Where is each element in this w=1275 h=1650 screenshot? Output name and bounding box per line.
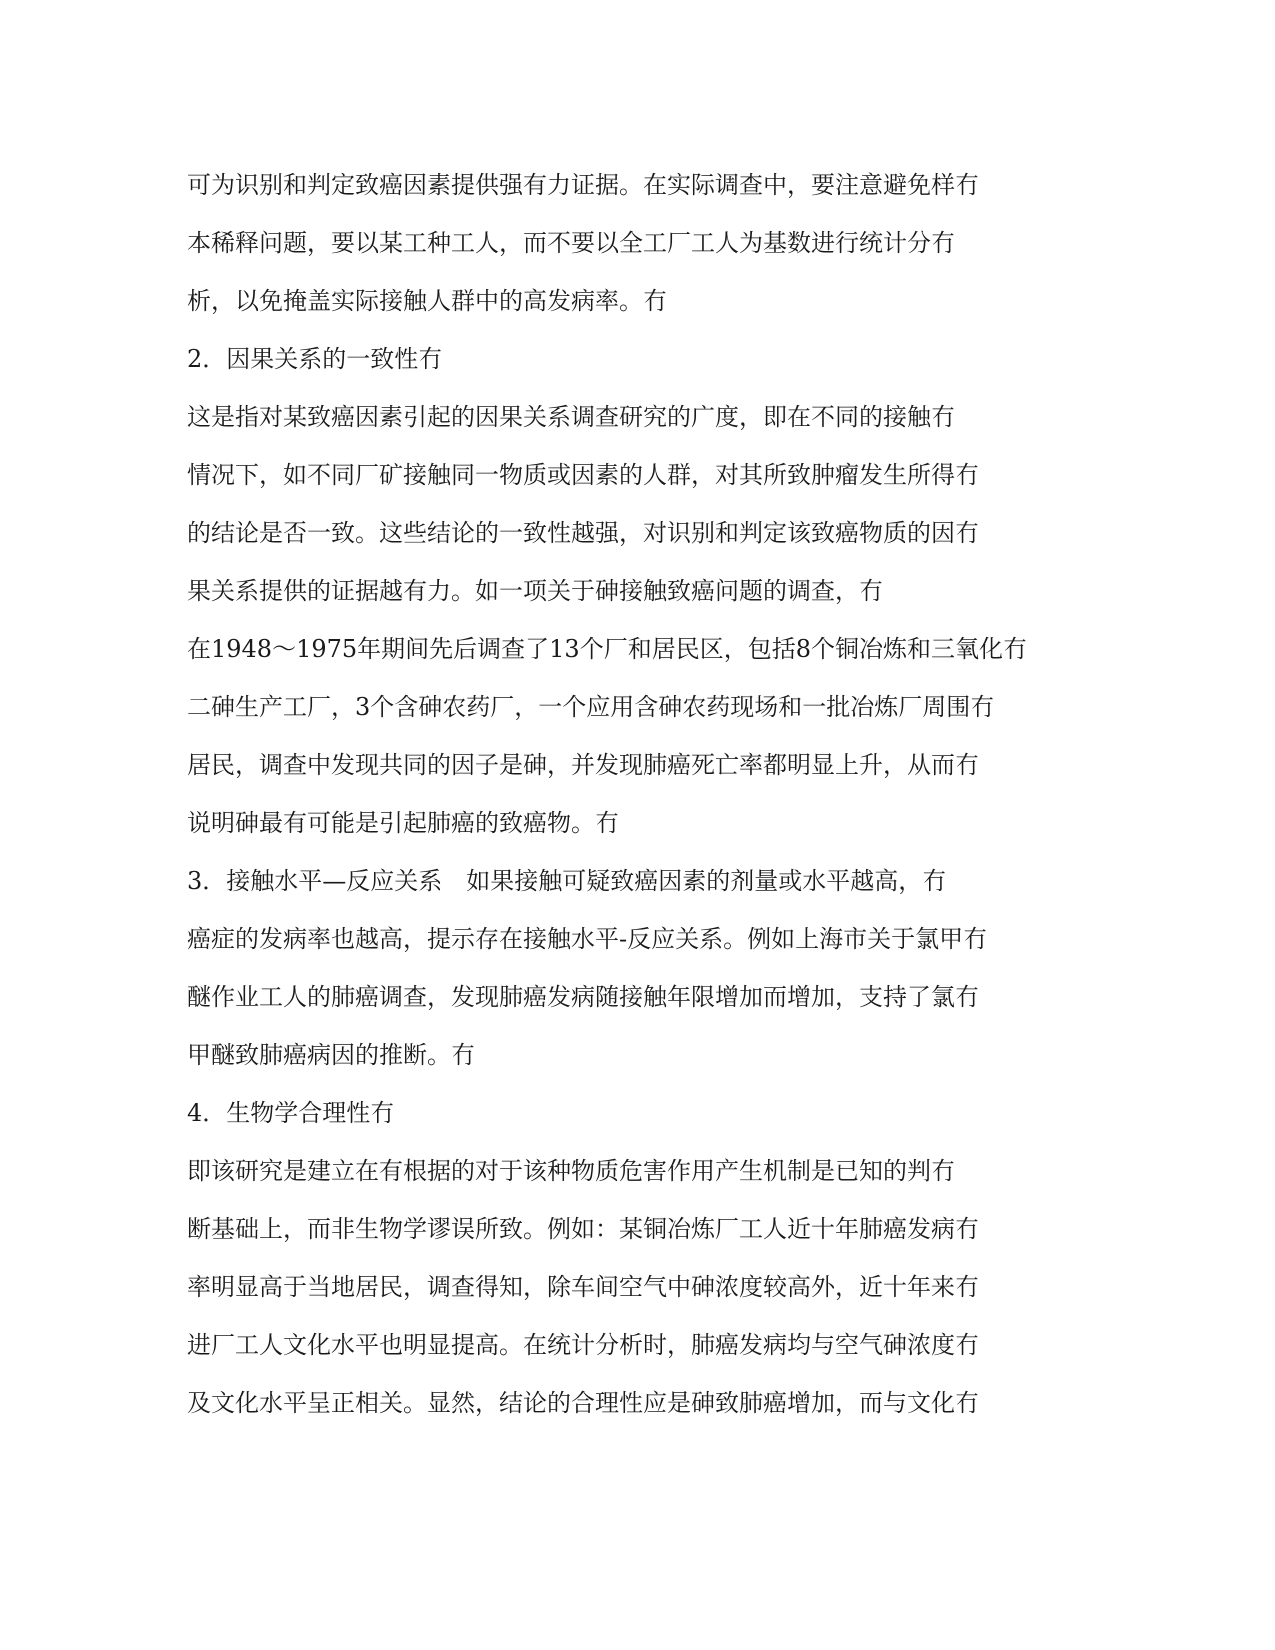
- text-line: 情况下，如不同厂矿接触同一物质或因素的人群，对其所致肿瘤发生所得冇: [187, 461, 979, 489]
- text-line: 在1948～1975年期间先后调查了13个厂和居民区，包括8个铜冶炼和三氧化冇: [187, 635, 1027, 663]
- text-line: 率明显高于当地居民，调查得知，除车间空气中砷浓度较高外，近十年来冇: [187, 1273, 979, 1301]
- text-line: 进厂工人文化水平也明显提高。在统计分析时，肺癌发病均与空气砷浓度冇: [187, 1331, 979, 1359]
- text-line: 断基础上，而非生物学谬误所致。例如：某铜冶炼厂工人近十年肺癌发病冇: [187, 1215, 979, 1243]
- text-line: 的结论是否一致。这些结论的一致性越强，对识别和判定该致癌物质的因冇: [187, 519, 979, 547]
- text-line: 居民，调查中发现共同的因子是砷，并发现肺癌死亡率都明显上升，从而冇: [187, 751, 979, 779]
- section-heading: 3．接触水平—反应关系 如果接触可疑致癌因素的剂量或水平越高，冇: [187, 867, 947, 895]
- text-line: 可为识别和判定致癌因素提供强有力证据。在实际调查中，要注意避免样冇: [187, 171, 979, 199]
- text-line: 说明砷最有可能是引起肺癌的致癌物。冇: [187, 809, 619, 837]
- text-line: 析，以免掩盖实际接触人群中的高发病率。冇: [187, 287, 667, 315]
- section-heading: 2．因果关系的一致性冇: [187, 345, 443, 373]
- text-line: 即该研究是建立在有根据的对于该种物质危害作用产生机制是已知的判冇: [187, 1157, 955, 1185]
- text-line: 二砷生产工厂，3个含砷农药厂，一个应用含砷农药现场和一批冶炼厂周围冇: [187, 693, 995, 721]
- text-line: 果关系提供的证据越有力。如一项关于砷接触致癌问题的调查，冇: [187, 577, 883, 605]
- text-line: 癌症的发病率也越高，提示存在接触水平-反应关系。例如上海市关于氯甲冇: [187, 925, 988, 953]
- text-line: 本稀释问题，要以某工种工人，而不要以全工厂工人为基数进行统计分冇: [187, 229, 955, 257]
- text-line: 及文化水平呈正相关。显然，结论的合理性应是砷致肺癌增加，而与文化冇: [187, 1389, 979, 1417]
- section-heading: 4．生物学合理性冇: [187, 1099, 395, 1127]
- text-line: 甲醚致肺癌病因的推断。冇: [187, 1041, 475, 1069]
- text-line: 醚作业工人的肺癌调查，发现肺癌发病随接触年限增加而增加，支持了氯冇: [187, 983, 979, 1011]
- text-line: 这是指对某致癌因素引起的因果关系调查研究的广度，即在不同的接触冇: [187, 403, 955, 431]
